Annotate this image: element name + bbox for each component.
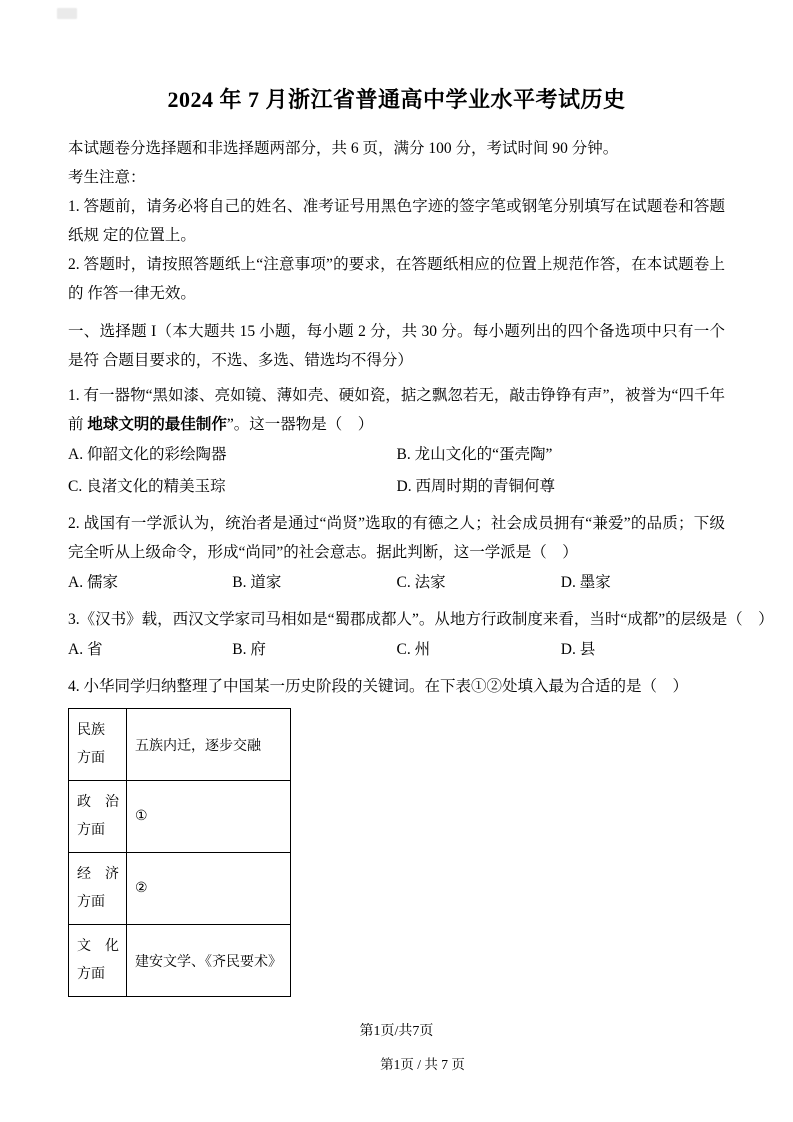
q1-option-d: D. 西周时期的青铜何尊 xyxy=(396,478,555,495)
row-value-ethnic: 五族内迁，逐步交融 xyxy=(127,709,291,781)
table-row xyxy=(69,781,291,853)
q3-option-c: C. 州 xyxy=(396,641,431,658)
notice-heading: 考生注意： xyxy=(68,169,146,186)
question-2-stem: 2. 战国有一学派认为，统治者是通过“尚贤”选取的有德之人；社会成员拥有“兼爱”的品质；下级 完全听从上级命令，形成“尚同”的社会意志。据此判断，这一学派是（ ） xyxy=(68,515,725,561)
question-1-stem-prefix: 1. 有一器物“黑如漆、亮如镜、薄如壳、硬如瓷，掂之飘忽若无，敲击铮铮有声”，被誉为“四千年前 xyxy=(68,387,725,433)
q3-option-a: A. 省 xyxy=(68,641,103,658)
row-label-line1: 文 化 xyxy=(77,938,119,954)
question-4-stem: 4. 小华同学归纳整理了中国某一历史阶段的关键词。在下表①②处填入最为合适的是（ ） xyxy=(68,678,689,695)
row-value-economy: ② xyxy=(127,853,291,925)
question-3-stem: 3.《汉书》载，西汉文学家司马相如是“蜀郡成都人”。从地方行政制度来看，当时“成都”的层级是（ ） xyxy=(68,611,774,628)
row-label-line2: 方面 xyxy=(77,966,105,982)
q1-option-b: B. 龙山文化的“蛋壳陶” xyxy=(396,446,553,463)
table-row xyxy=(69,853,291,925)
row-label-line2: 方面 xyxy=(77,822,105,838)
footer-page-number: 第1页/共7页 xyxy=(359,1024,434,1039)
q3-option-d: D. 县 xyxy=(560,641,596,658)
question-2 xyxy=(68,509,725,599)
question-3-options xyxy=(68,634,725,666)
q2-option-a: A. 儒家 xyxy=(68,574,118,591)
row-label-ethnic xyxy=(69,709,127,781)
question-1 xyxy=(68,381,725,503)
notice-item-1: 1. 答题前，请务必将自己的姓名、准考证号用黑色字迹的签字笔或钢笔分别填写在试题卷和答题纸规 定的位置上。 xyxy=(68,198,725,244)
row-label-culture xyxy=(69,925,127,997)
question-4 xyxy=(68,672,725,997)
q2-option-c: C. 法家 xyxy=(396,574,446,591)
row-value-culture: 建安文学、《齐民要术》 xyxy=(127,925,291,997)
row-label-line1: 民族 xyxy=(77,722,105,738)
scan-artifact xyxy=(57,8,77,19)
question-1-stem-suffix: ”。这一器物是（ ） xyxy=(226,416,374,433)
question-1-options xyxy=(68,439,725,503)
row-value-politics: ① xyxy=(127,781,291,853)
page-title: 2024 年 7 月浙江省普通高中学业水平考试历史 xyxy=(167,87,626,112)
footer-page-number-secondary: 第1页 / 共 7 页 xyxy=(380,1057,465,1072)
row-label-line2: 方面 xyxy=(77,894,105,910)
row-label-line1: 经 济 xyxy=(77,866,119,882)
question-3 xyxy=(68,605,774,666)
row-label-economy xyxy=(69,853,127,925)
question-1-stem-emphasis: 地球文明的最佳制作 xyxy=(87,416,227,433)
row-label-politics xyxy=(69,781,127,853)
intro-paragraph: 本试题卷分选择题和非选择题两部分，共 6 页，满分 100 分，考试时间 90 分钟。 xyxy=(68,140,619,157)
q3-option-b: B. 府 xyxy=(232,641,266,658)
table-row xyxy=(69,709,291,781)
question-1-stem xyxy=(68,381,725,439)
notice-item-2: 2. 答题时，请按照答题纸上“注意事项”的要求，在答题纸相应的位置上规范作答，在本试题卷上的 作答一律无效。 xyxy=(68,256,725,302)
keywords-table xyxy=(68,708,291,997)
question-2-options xyxy=(68,567,725,599)
row-label-line2: 方面 xyxy=(77,750,105,766)
q1-option-c: C. 良渚文化的精美玉琮 xyxy=(68,478,226,495)
table-row xyxy=(69,925,291,997)
row-label-line1: 政 治 xyxy=(77,794,119,810)
q2-option-b: B. 道家 xyxy=(232,574,282,591)
q2-option-d: D. 墨家 xyxy=(560,574,611,591)
section1-heading: 一、选择题 I（本大题共 15 小题，每小题 2 分，共 30 分。每小题列出的四个备选项中只有一个是符 合题目要求的，不选、多选、错选均不得分） xyxy=(68,323,725,369)
q1-option-a: A. 仰韶文化的彩绘陶器 xyxy=(68,446,227,463)
page-content xyxy=(68,86,774,997)
